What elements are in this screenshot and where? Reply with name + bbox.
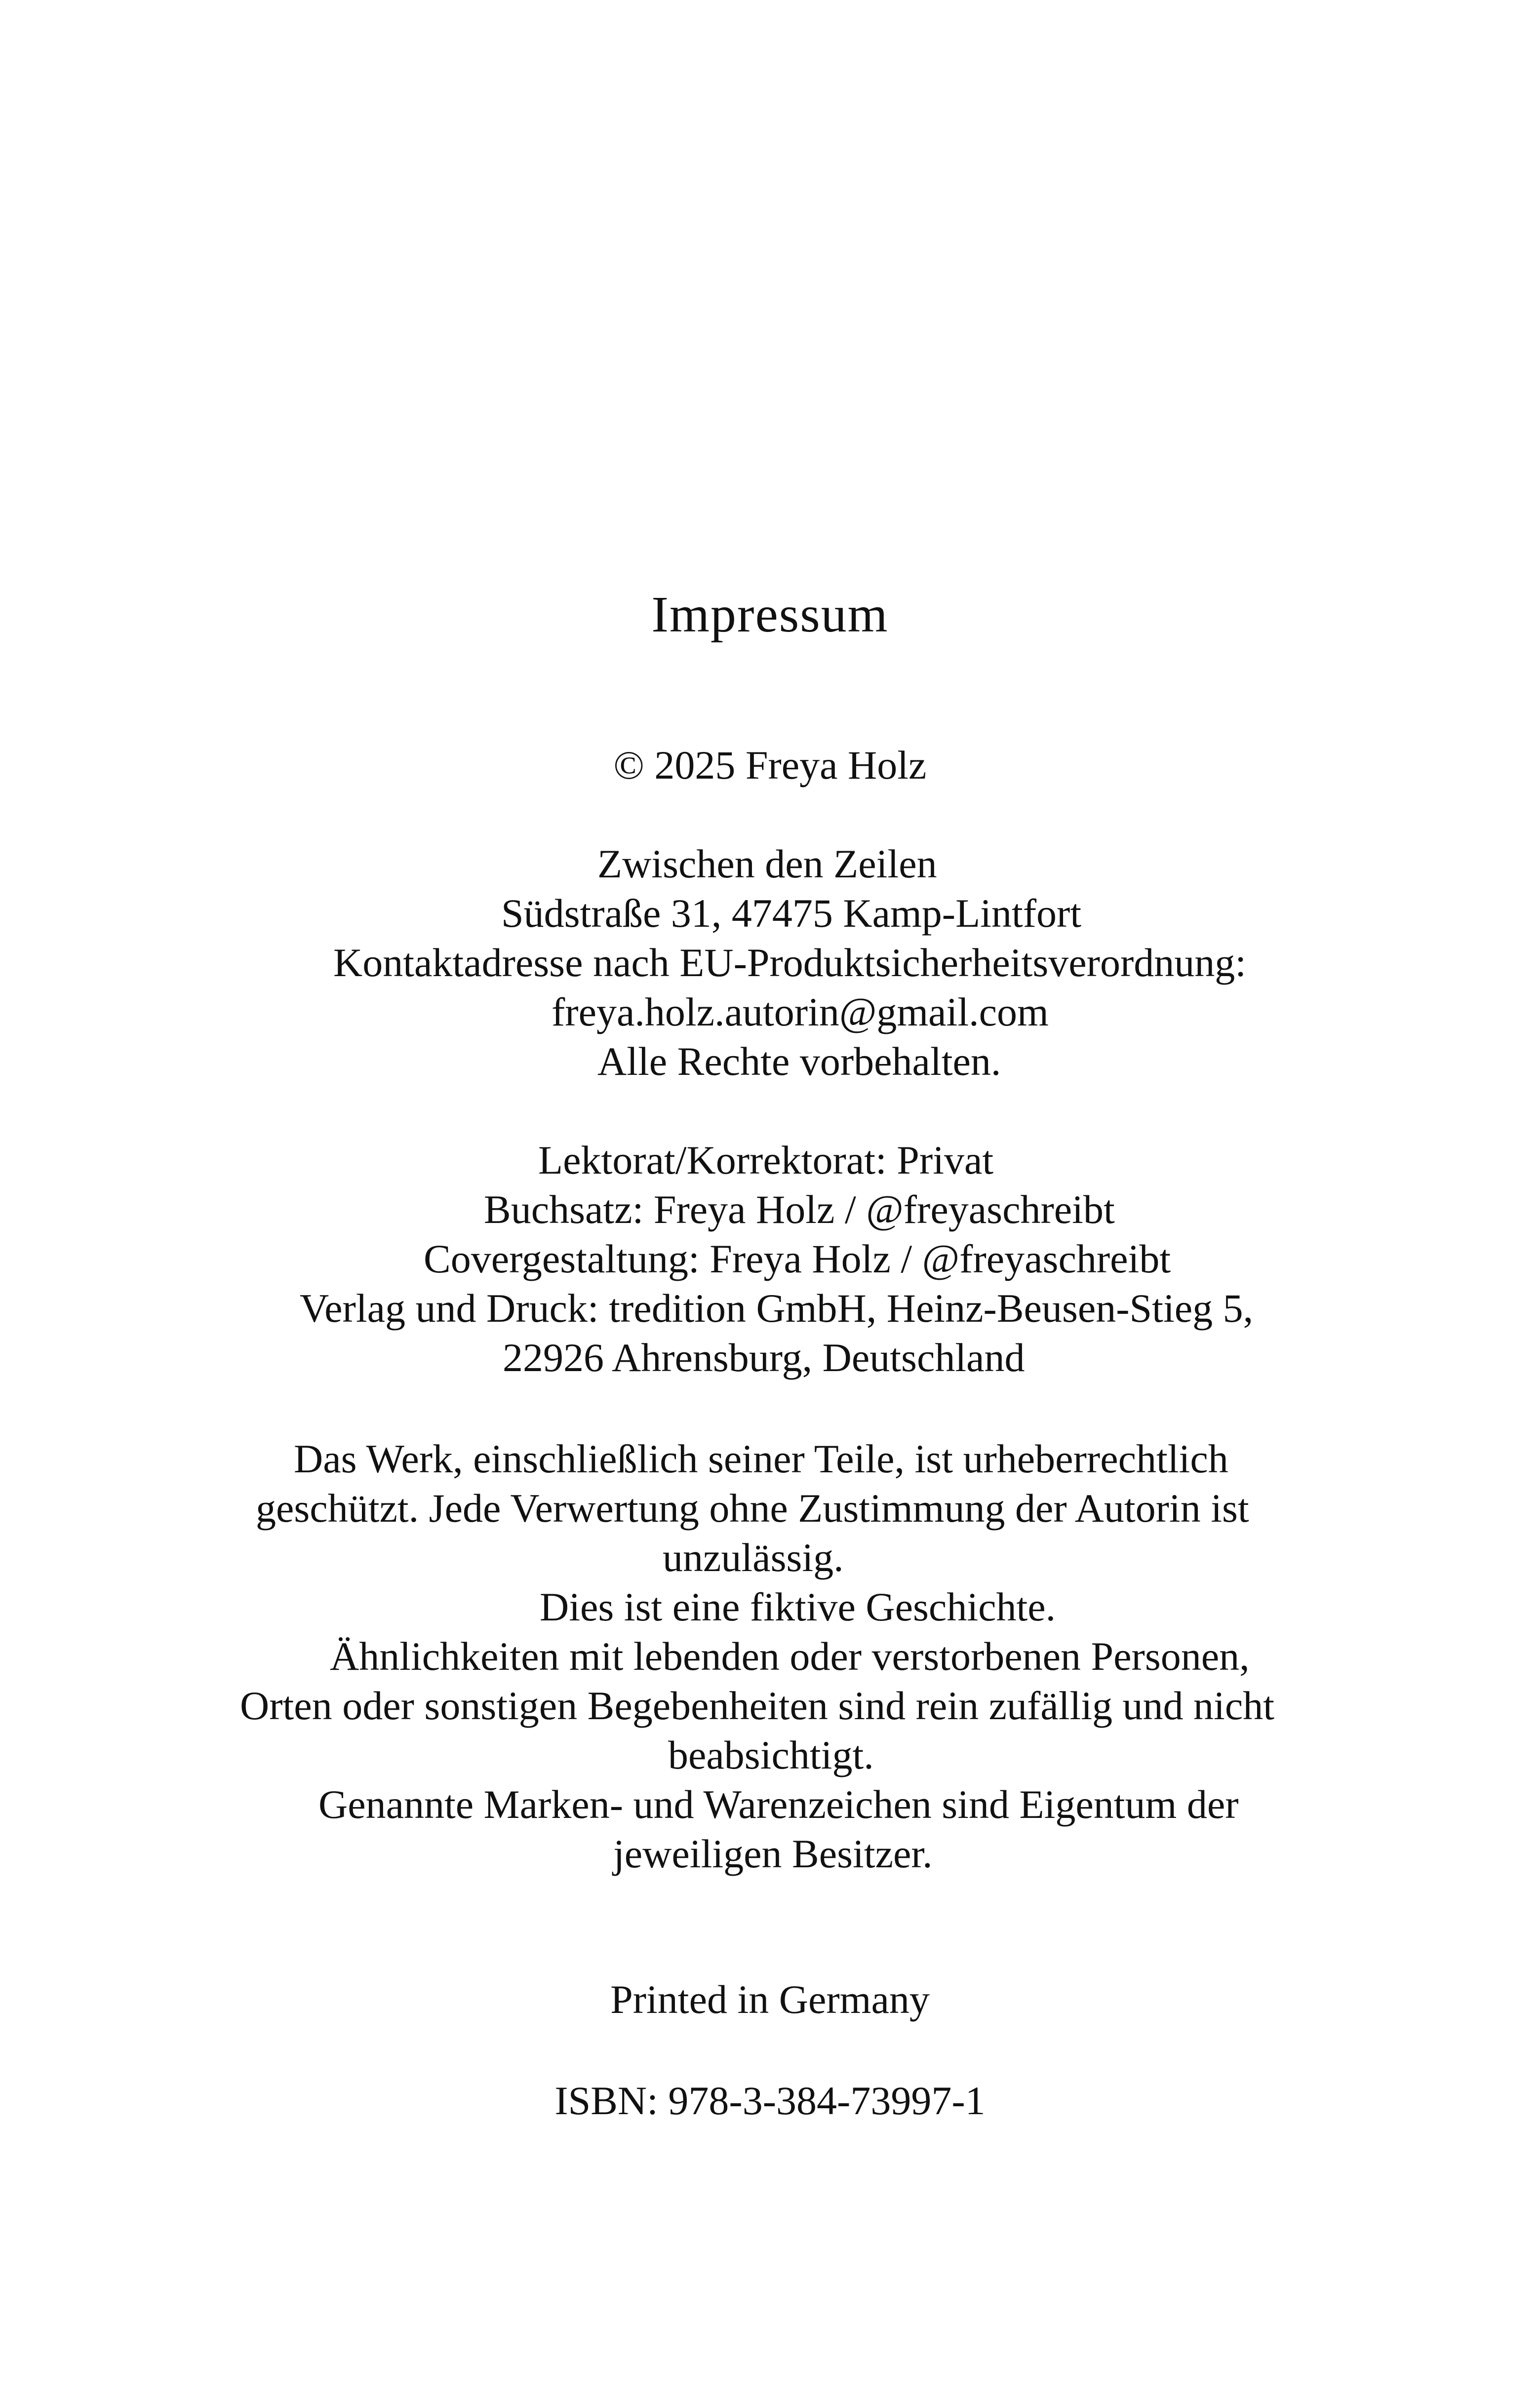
printed-in-line: Printed in Germany	[610, 1977, 930, 2022]
credits-line: Buchsatz: Freya Holz / @freyaschreibt	[484, 1187, 1115, 1232]
contact-email: freya.holz.autorin@gmail.com	[552, 989, 1049, 1034]
notice-line: Dies ist eine fiktive Geschichte.	[540, 1584, 1056, 1629]
notice-line: Genannte Marken- und Warenzeichen sind Eigentum der	[318, 1782, 1239, 1827]
publisher-line: Kontaktadresse nach EU-Produktsicherheitsverordnung:	[333, 940, 1247, 985]
notice-line: beabsichtigt.	[668, 1733, 874, 1777]
copyright-line: © 2025 Freya Holz	[613, 743, 927, 788]
credits-line: Covergestaltung: Freya Holz / @freyaschreibt	[424, 1236, 1171, 1281]
credits-line: Verlag und Druck: tredition GmbH, Heinz-Beusen-Stieg 5,	[300, 1286, 1254, 1331]
credits-line: 22926 Ahrensburg, Deutschland	[503, 1335, 1025, 1380]
credits-line: Lektorat/Korrektorat: Privat	[538, 1138, 994, 1182]
notice-line: Das Werk, einschließlich seiner Teile, ist urheberrechtlich	[294, 1436, 1228, 1481]
publisher-line: Südstraße 31, 47475 Kamp-Lintfort	[501, 891, 1082, 936]
page-title: Impressum	[651, 586, 889, 643]
notice-line: Ähnlichkeiten mit lebenden oder verstorbenen Personen,	[330, 1634, 1250, 1679]
isbn-line: ISBN: 978-3-384-73997-1	[554, 2078, 986, 2123]
publisher-line: Alle Rechte vorbehalten.	[597, 1039, 1001, 1084]
notice-line: jeweiligen Besitzer.	[613, 1831, 933, 1876]
publisher-line: Zwischen den Zeilen	[597, 841, 937, 886]
notice-line: Orten oder sonstigen Begebenheiten sind rein zufällig und nicht	[240, 1683, 1275, 1728]
notice-line: unzulässig.	[663, 1535, 844, 1580]
notice-line: geschützt. Jede Verwertung ohne Zustimmung der Autorin ist	[256, 1486, 1249, 1531]
